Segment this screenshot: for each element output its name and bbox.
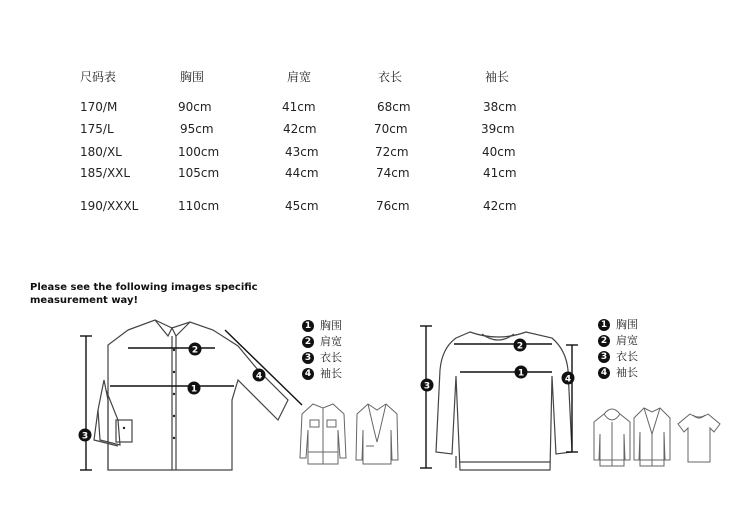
table-cell: 180/XL [80, 145, 122, 159]
table-cell: 110cm [178, 199, 220, 213]
marker-label: 2 [516, 341, 524, 352]
legend-item: 1 胸围 [302, 318, 342, 334]
legend-item: 3 衣长 [302, 350, 342, 366]
header-chest: 胸围 [180, 70, 205, 84]
table-cell: 76cm [376, 199, 410, 213]
header-shoulder: 肩宽 [287, 70, 312, 84]
table-cell: 185/XXL [80, 166, 131, 180]
table-cell: 39cm [481, 122, 515, 136]
legend-item: 4 袖长 [302, 366, 342, 382]
marker-label: 4 [564, 374, 572, 385]
marker-label: 1 [517, 368, 525, 379]
table-cell: 68cm [377, 100, 411, 114]
table-cell: 190/XXXL [80, 199, 139, 213]
table-cell: 41cm [483, 166, 517, 180]
table-cell: 100cm [178, 145, 220, 159]
legend-item: 4 袖长 [598, 365, 638, 381]
table-cell: 40cm [482, 145, 516, 159]
marker-label: 3 [81, 431, 89, 442]
marker-label: 1 [190, 384, 198, 395]
marker-sleeve-right [561, 371, 575, 385]
table-cell: 44cm [285, 166, 319, 180]
legend-item: 2 肩宽 [302, 334, 342, 350]
table-cell: 105cm [178, 166, 220, 180]
header-sleeve: 袖长 [485, 70, 510, 84]
legend-right [598, 317, 638, 381]
legend-item: 3 衣长 [598, 349, 638, 365]
table-cell: 42cm [283, 122, 317, 136]
header-length: 衣长 [378, 70, 403, 84]
table-cell: 74cm [376, 166, 410, 180]
legend-item: 2 肩宽 [598, 333, 638, 349]
marker-label: 4 [255, 371, 263, 382]
marker-length-right [420, 378, 434, 392]
table-cell: 38cm [483, 100, 517, 114]
note-line-1: Please see the following images specific [30, 282, 258, 293]
marker-shoulder-right [513, 338, 527, 352]
legend-item: 1 胸围 [598, 317, 638, 333]
hoodie-icon [592, 404, 632, 470]
note-line-2: measurement way! [30, 295, 139, 306]
cardigan-icon [632, 404, 672, 470]
header-size: 尺码表 [80, 70, 117, 84]
table-cell: 90cm [178, 100, 212, 114]
table-cell: 42cm [483, 199, 517, 213]
marker-label: 2 [191, 345, 199, 356]
table-cell: 72cm [375, 145, 409, 159]
table-cell: 70cm [374, 122, 408, 136]
table-cell: 170/M [80, 100, 118, 114]
tshirt-icon [676, 410, 722, 466]
table-cell: 43cm [285, 145, 319, 159]
marker-chest-right [514, 365, 528, 379]
table-cell: 95cm [180, 122, 214, 136]
table-cell: 41cm [282, 100, 316, 114]
table-cell: 175/L [80, 122, 114, 136]
table-cell: 45cm [285, 199, 319, 213]
marker-label: 3 [423, 381, 431, 392]
